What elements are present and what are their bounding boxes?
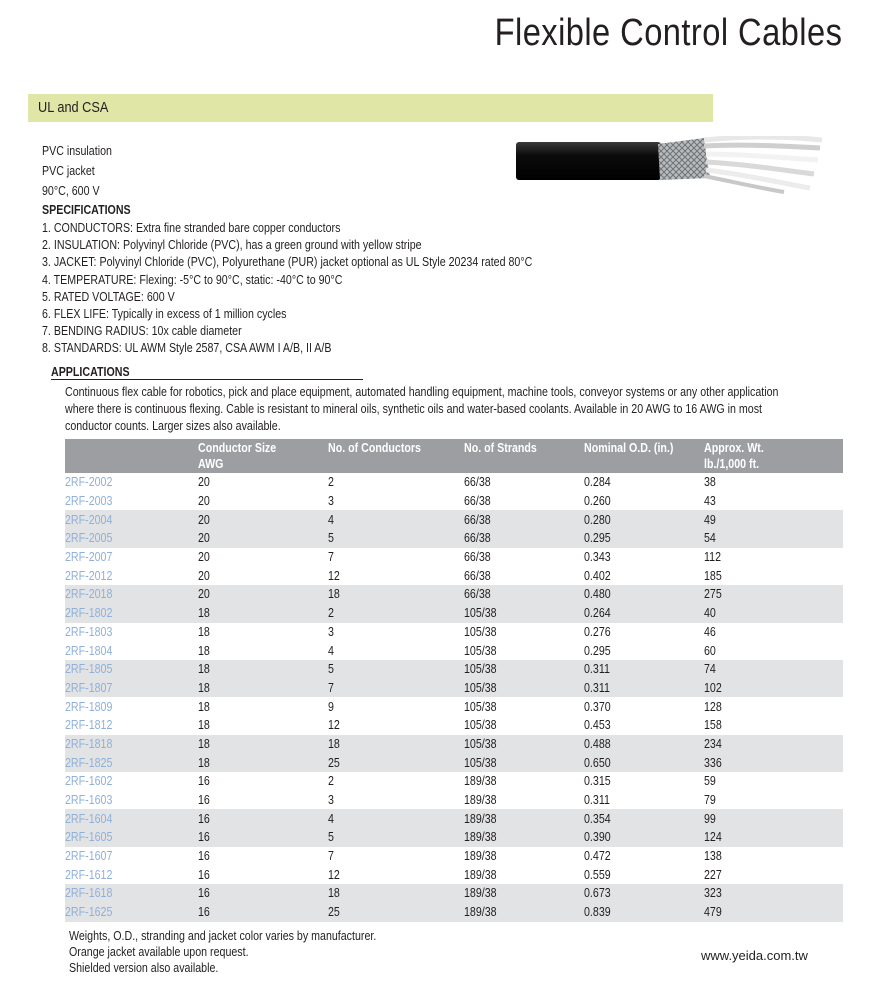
cell-weight: 40 xyxy=(704,604,843,623)
cell-weight: 158 xyxy=(703,717,722,733)
table-row xyxy=(65,903,843,922)
spec-item: 6. FLEX LIFE: Typically in excess of 1 million cycles xyxy=(42,305,287,321)
cell-conductors: 12 xyxy=(327,866,340,882)
table-row xyxy=(65,585,843,604)
cell-conductor-size: 18 xyxy=(198,735,328,754)
cell-conductors: 7 xyxy=(327,848,334,864)
spec-item: 2. INSULATION: Polyvinyl Chloride (PVC), has a green ground with yellow stripe xyxy=(42,237,422,253)
cell-part-number: 2RF-1618 xyxy=(65,884,198,903)
spec-item: 7. BENDING RADIUS: 10x cable diameter xyxy=(42,323,242,339)
cell-weight: 138 xyxy=(703,848,722,864)
cell-conductor-size: 20 xyxy=(197,474,210,490)
cell-od: 0.295 xyxy=(583,642,611,658)
cell-od: 0.276 xyxy=(583,623,611,639)
cell-od: 0.311 xyxy=(584,679,704,698)
table-row xyxy=(65,473,843,492)
cell-od: 0.315 xyxy=(583,773,611,789)
cell-strands: 105/38 xyxy=(463,623,497,639)
table-row xyxy=(65,772,843,791)
cell-weight: 60 xyxy=(703,642,716,658)
cell-od: 0.402 xyxy=(583,567,611,583)
footnote: Weights, O.D., stranding and jacket color varies by manufacturer. xyxy=(69,928,377,943)
cell-conductors: 3 xyxy=(327,493,334,509)
cell-conductor-size: 16 xyxy=(197,866,210,882)
cell-od: 0.488 xyxy=(584,735,704,754)
page-title: Flexible Control Cables xyxy=(494,12,842,54)
cell-conductor-size: 18 xyxy=(197,642,210,658)
table-body xyxy=(65,473,843,922)
footnote: Shielded version also available. xyxy=(69,960,219,975)
specifications-list xyxy=(42,219,640,357)
cell-strands: 189/38 xyxy=(464,809,584,828)
cell-weight: 124 xyxy=(704,828,843,847)
cell-strands: 189/38 xyxy=(463,792,497,808)
cell-weight: 275 xyxy=(704,585,843,604)
cell-conductor-size: 18 xyxy=(198,753,328,772)
cell-od: 0.280 xyxy=(584,510,704,529)
cell-conductor-size: 16 xyxy=(198,884,328,903)
cell-strands: 189/38 xyxy=(464,903,584,922)
spec-item: 3. JACKET: Polyvinyl Chloride (PVC), Polyurethane (PUR) jacket optional as UL Style 20234 rated 80°C xyxy=(42,254,533,270)
cell-conductors: 4 xyxy=(327,642,334,658)
cell-conductor-size: 20 xyxy=(197,493,210,509)
cell-part-number: 2RF-1605 xyxy=(65,828,198,847)
cell-conductors: 25 xyxy=(328,753,464,772)
cell-part-number: 2RF-1612 xyxy=(65,866,113,882)
cell-strands: 105/38 xyxy=(464,735,584,754)
table-row xyxy=(65,510,843,529)
cell-strands: 66/38 xyxy=(463,493,491,509)
cell-strands: 66/38 xyxy=(463,549,491,565)
cell-od: 0.480 xyxy=(584,585,704,604)
cell-weight: 479 xyxy=(704,903,843,922)
cell-strands: 105/38 xyxy=(464,660,584,679)
cell-conductor-size: 20 xyxy=(198,510,328,529)
cell-weight: 74 xyxy=(704,660,843,679)
cell-conductors: 7 xyxy=(328,679,464,698)
cell-part-number: 2RF-1805 xyxy=(65,660,198,679)
applications-heading: APPLICATIONS xyxy=(51,364,130,379)
cell-weight: 43 xyxy=(703,493,716,509)
cell-conductor-size: 16 xyxy=(198,903,328,922)
header-conductor-size: Conductor Size AWG xyxy=(198,439,328,473)
cell-weight: 79 xyxy=(703,792,716,808)
cell-conductors: 5 xyxy=(328,660,464,679)
cable-table xyxy=(65,439,843,922)
cell-conductor-size: 18 xyxy=(198,679,328,698)
cell-od: 0.390 xyxy=(584,828,704,847)
table-row xyxy=(65,548,843,567)
cell-conductor-size: 18 xyxy=(197,623,210,639)
cell-weight: 336 xyxy=(704,753,843,772)
cell-conductor-size: 18 xyxy=(197,717,210,733)
cell-weight: 128 xyxy=(703,698,722,714)
cell-od: 0.343 xyxy=(583,549,611,565)
spec-item: 5. RATED VOLTAGE: 600 V xyxy=(42,288,175,304)
table-row xyxy=(65,679,843,698)
cell-part-number: 2RF-1804 xyxy=(65,642,113,658)
cell-strands: 66/38 xyxy=(464,529,584,548)
cell-conductor-size: 20 xyxy=(198,529,328,548)
table-row xyxy=(65,641,843,660)
cell-conductor-size: 16 xyxy=(198,809,328,828)
header-strands: No. of Strands xyxy=(464,439,584,473)
cell-strands: 105/38 xyxy=(463,717,497,733)
cell-weight: 112 xyxy=(703,549,721,565)
cell-od: 0.370 xyxy=(583,698,611,714)
cell-weight: 234 xyxy=(704,735,843,754)
footnote: Orange jacket available upon request. xyxy=(69,944,249,959)
cell-part-number: 2RF-1809 xyxy=(65,698,113,714)
cell-conductors: 2 xyxy=(327,773,334,789)
cell-strands: 105/38 xyxy=(464,753,584,772)
cell-conductors: 5 xyxy=(328,828,464,847)
cell-weight: 323 xyxy=(704,884,843,903)
cell-part-number: 2RF-2004 xyxy=(65,510,198,529)
cell-strands: 189/38 xyxy=(464,828,584,847)
cell-conductors: 25 xyxy=(328,903,464,922)
cell-conductor-size: 16 xyxy=(197,848,210,864)
cell-part-number: 2RF-1803 xyxy=(65,623,113,639)
cell-od: 0.284 xyxy=(583,474,611,490)
cell-od: 0.311 xyxy=(583,792,610,808)
header-part-number xyxy=(65,439,198,473)
cell-od: 0.295 xyxy=(584,529,704,548)
cell-strands: 105/38 xyxy=(464,604,584,623)
cell-part-number: 2RF-2007 xyxy=(65,549,113,565)
cell-od: 0.559 xyxy=(583,866,611,882)
spec-item: 8. STANDARDS: UL AWM Style 2587, CSA AWM I A/B, II A/B xyxy=(42,340,332,356)
table-header-row xyxy=(65,439,843,473)
cell-conductors: 9 xyxy=(327,698,334,714)
specifications-heading: SPECIFICATIONS xyxy=(42,202,131,217)
cell-od: 0.839 xyxy=(584,903,704,922)
cell-strands: 105/38 xyxy=(464,679,584,698)
cell-conductor-size: 20 xyxy=(197,549,210,565)
cell-od: 0.673 xyxy=(584,884,704,903)
header-od: Nominal O.D. (in.) xyxy=(584,439,704,473)
cell-strands: 66/38 xyxy=(464,510,584,529)
cell-part-number: 2RF-1607 xyxy=(65,848,113,864)
cell-conductors: 12 xyxy=(327,717,340,733)
cell-weight: 185 xyxy=(703,567,722,583)
cell-conductor-size: 16 xyxy=(198,828,328,847)
cell-conductors: 12 xyxy=(327,567,340,583)
cell-weight: 59 xyxy=(703,773,716,789)
cell-conductor-size: 16 xyxy=(197,773,210,789)
cable-image xyxy=(514,136,826,196)
cell-strands: 105/38 xyxy=(463,698,497,714)
cell-conductors: 18 xyxy=(328,884,464,903)
cell-part-number: 2RF-1602 xyxy=(65,773,113,789)
section-band xyxy=(28,94,713,122)
cell-od: 0.354 xyxy=(584,809,704,828)
cell-od: 0.650 xyxy=(584,753,704,772)
cell-part-number: 2RF-2012 xyxy=(65,567,113,583)
cell-strands: 189/38 xyxy=(463,773,497,789)
cell-od: 0.472 xyxy=(583,848,611,864)
cell-od: 0.264 xyxy=(584,604,704,623)
property-jacket: PVC jacket xyxy=(42,163,95,178)
table-row xyxy=(65,847,843,866)
website-url[interactable]: www.yeida.com.tw xyxy=(701,948,808,963)
applications-divider xyxy=(51,379,363,380)
cell-conductor-size: 16 xyxy=(197,792,210,808)
table-row xyxy=(65,529,843,548)
cell-strands: 66/38 xyxy=(463,474,491,490)
table-row xyxy=(65,566,843,585)
cell-weight: 227 xyxy=(703,866,722,882)
cell-part-number: 2RF-1818 xyxy=(65,735,198,754)
cell-weight: 54 xyxy=(704,529,843,548)
cell-conductors: 18 xyxy=(328,735,464,754)
cell-weight: 49 xyxy=(704,510,843,529)
cell-weight: 46 xyxy=(703,623,716,639)
table-row xyxy=(65,492,843,511)
cell-strands: 189/38 xyxy=(463,866,497,882)
table-row xyxy=(65,809,843,828)
cell-conductors: 4 xyxy=(328,809,464,828)
cell-part-number: 2RF-1603 xyxy=(65,792,113,808)
cell-strands: 66/38 xyxy=(464,585,584,604)
spec-item: 1. CONDUCTORS: Extra fine stranded bare copper conductors xyxy=(42,220,341,235)
header-weight: Approx. Wt. lb./1,000 ft. xyxy=(704,439,843,473)
cell-part-number: 2RF-1825 xyxy=(65,753,198,772)
table-row xyxy=(65,828,843,847)
cell-od: 0.453 xyxy=(583,717,611,733)
property-insulation: PVC insulation xyxy=(42,143,112,158)
cell-od: 0.311 xyxy=(584,660,704,679)
properties-list xyxy=(42,141,127,201)
cell-part-number: 2RF-1807 xyxy=(65,679,198,698)
cell-part-number: 2RF-1604 xyxy=(65,809,198,828)
cell-conductors: 3 xyxy=(327,792,334,808)
cell-conductor-size: 20 xyxy=(197,567,210,583)
cell-conductors: 3 xyxy=(327,623,334,639)
footnotes xyxy=(69,928,444,976)
cell-strands: 189/38 xyxy=(463,848,497,864)
cell-strands: 105/38 xyxy=(463,642,497,658)
table-row xyxy=(65,697,843,716)
cell-part-number: 2RF-2018 xyxy=(65,585,198,604)
cell-conductors: 2 xyxy=(328,604,464,623)
cell-weight: 38 xyxy=(703,474,716,490)
table-row xyxy=(65,791,843,810)
cell-conductors: 4 xyxy=(328,510,464,529)
table-row xyxy=(65,604,843,623)
spec-item: 4. TEMPERATURE: Flexing: -5°C to 90°C, static: -40°C to 90°C xyxy=(42,271,343,287)
cell-weight: 99 xyxy=(704,809,843,828)
cell-part-number: 2RF-1802 xyxy=(65,604,198,623)
cell-part-number: 2RF-2002 xyxy=(65,474,113,490)
cell-part-number: 2RF-2003 xyxy=(65,493,113,509)
table-row xyxy=(65,753,843,772)
cell-part-number: 2RF-2005 xyxy=(65,529,198,548)
cell-conductors: 18 xyxy=(328,585,464,604)
table-row xyxy=(65,623,843,642)
table-row xyxy=(65,735,843,754)
cell-conductors: 2 xyxy=(327,474,334,490)
table-row xyxy=(65,716,843,735)
header-conductors: No. of Conductors xyxy=(328,439,464,473)
table-row xyxy=(65,865,843,884)
cell-conductor-size: 18 xyxy=(198,604,328,623)
cell-weight: 102 xyxy=(704,679,843,698)
applications-text: Continuous flex cable for robotics, pick and place equipment, automated handling equipment, machine tools, conveyor systems or any other application where there is continuous flexing. Cable is resistant to mineral oils, synthetic oils and water-based coolants. Available in 20 AWG to 16 AWG in most conductor counts. Larger sizes also available. xyxy=(65,384,779,433)
cell-conductors: 5 xyxy=(328,529,464,548)
table-row xyxy=(65,660,843,679)
cell-conductor-size: 18 xyxy=(198,660,328,679)
cell-conductors: 7 xyxy=(327,549,334,565)
cell-part-number: 2RF-1625 xyxy=(65,903,198,922)
cell-conductor-size: 20 xyxy=(198,585,328,604)
cell-conductor-size: 18 xyxy=(197,698,210,714)
cell-part-number: 2RF-1812 xyxy=(65,717,113,733)
cell-od: 0.260 xyxy=(583,493,611,509)
property-rating: 90°C, 600 V xyxy=(42,183,100,198)
cell-strands: 189/38 xyxy=(464,884,584,903)
table-row xyxy=(65,884,843,903)
cell-strands: 66/38 xyxy=(463,567,491,583)
section-title: UL and CSA xyxy=(38,99,109,116)
